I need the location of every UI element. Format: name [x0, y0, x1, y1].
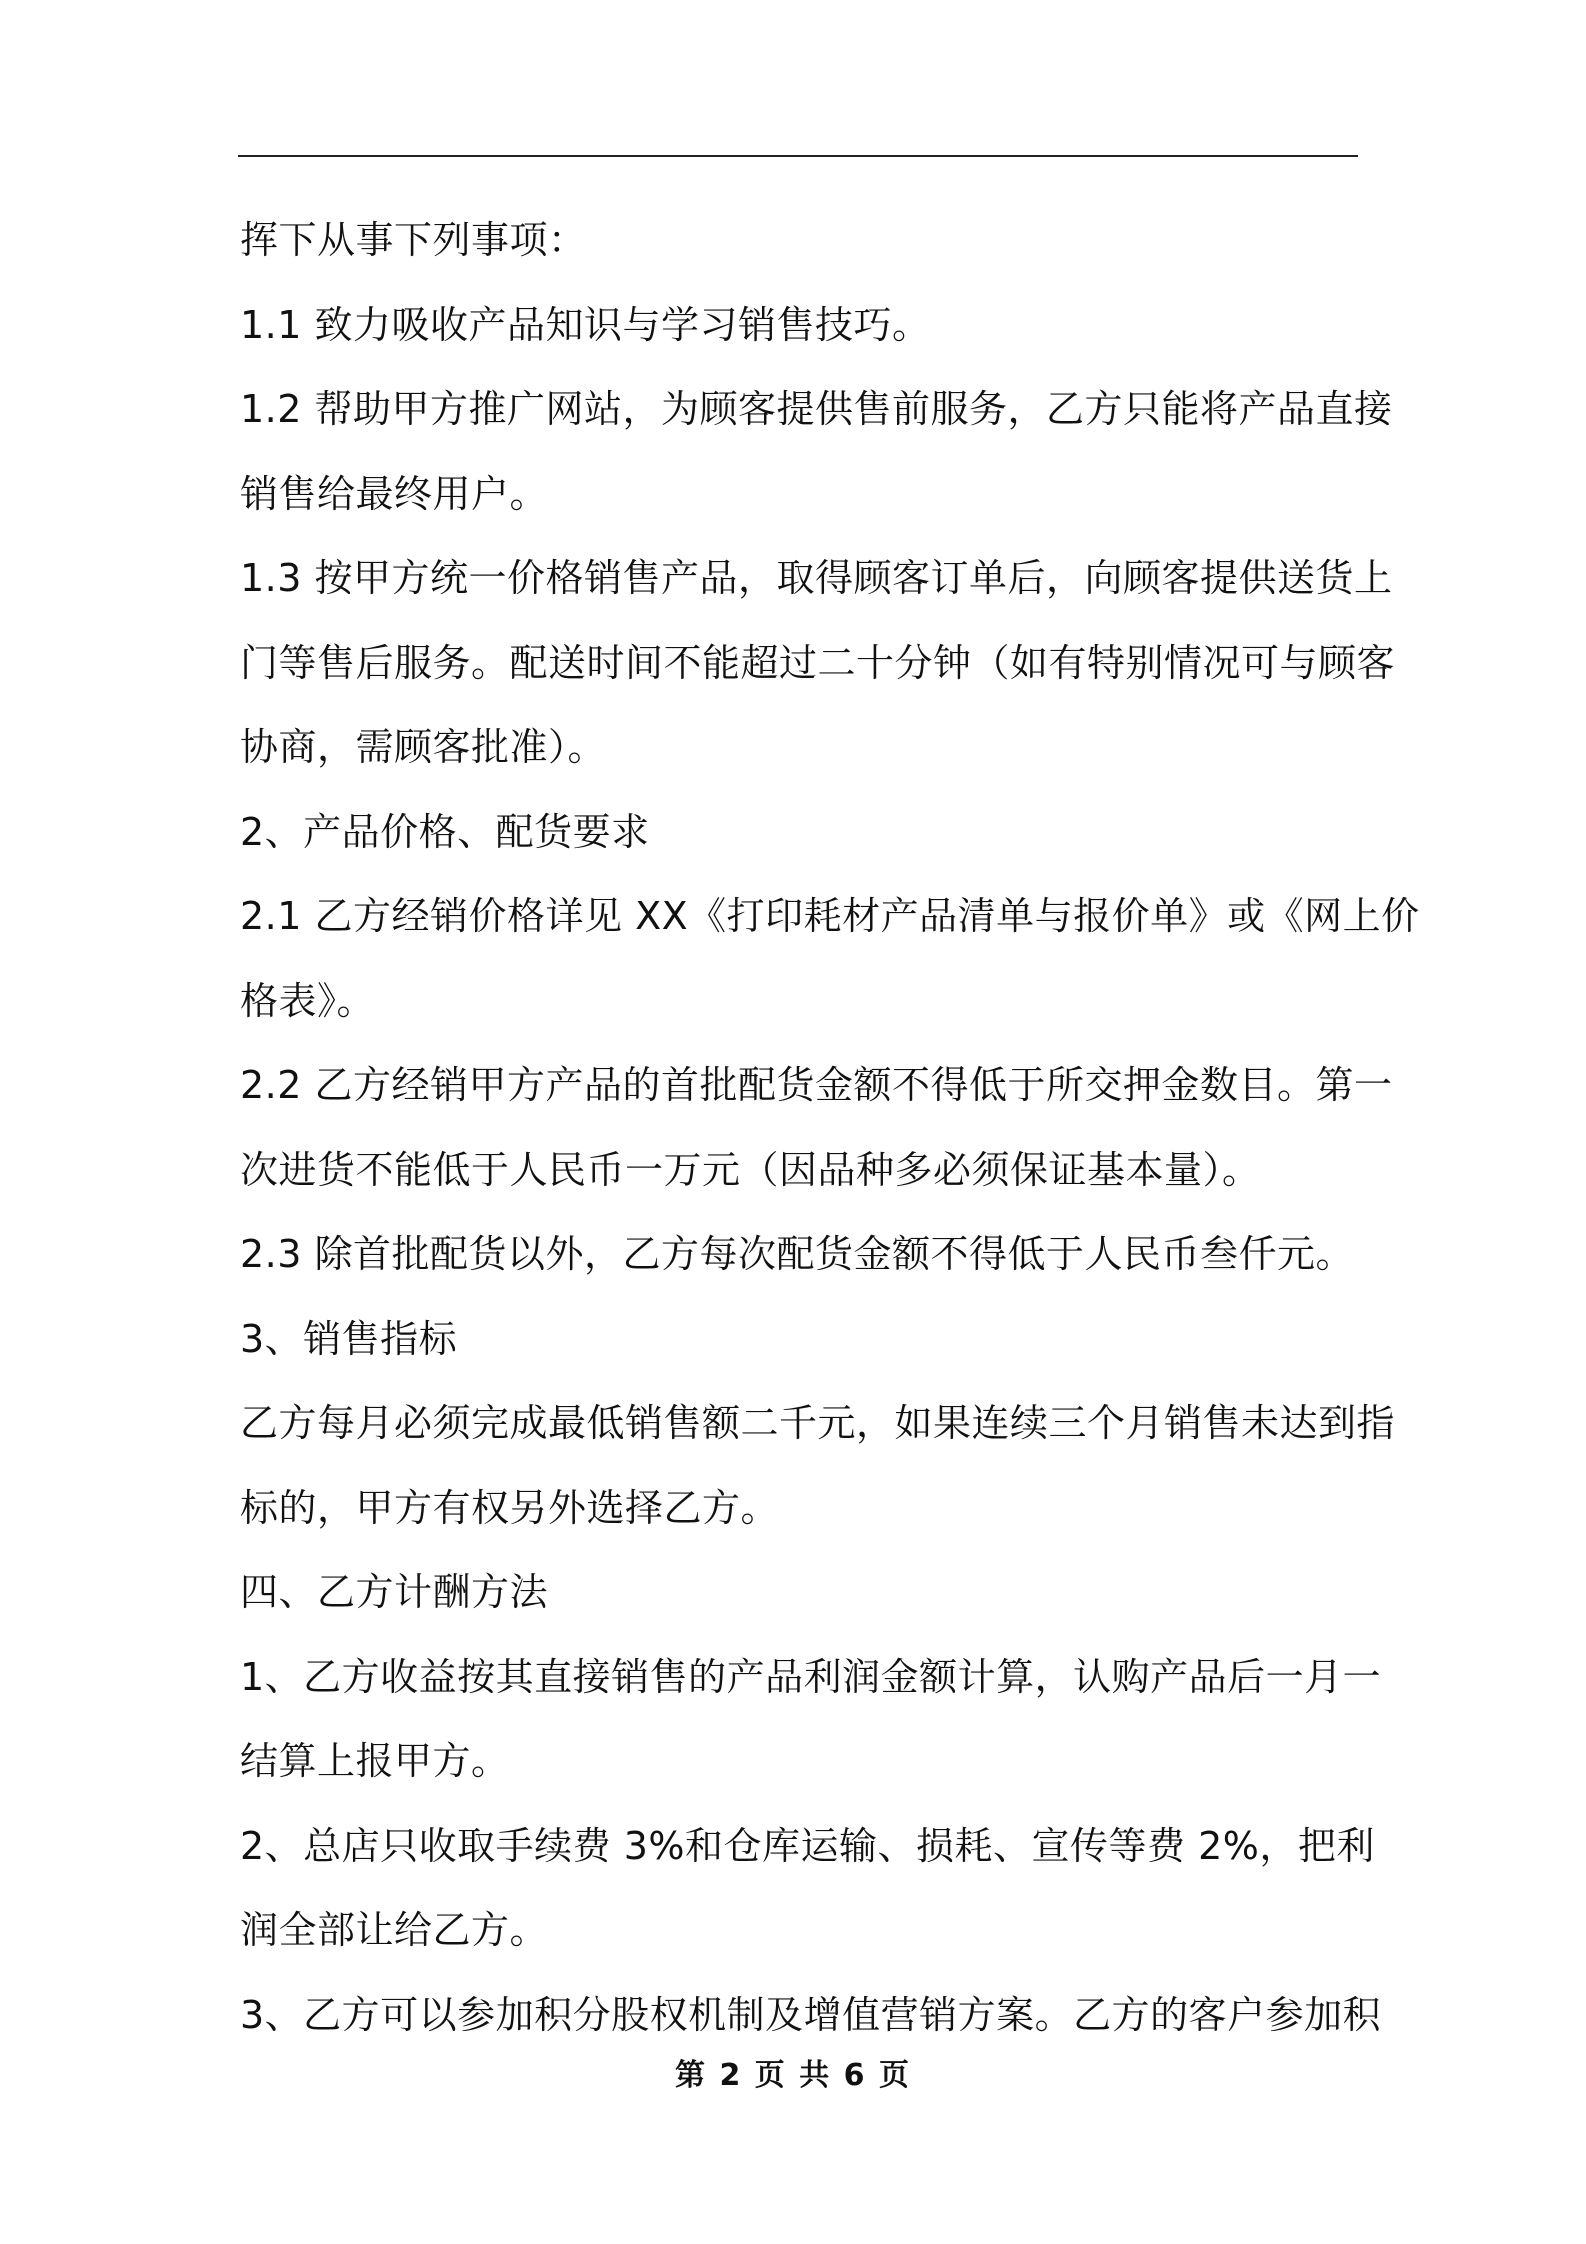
document-body [240, 198, 1420, 2057]
text-line: 门等售后服务。配送时间不能超过二十分钟（如有特别情况可与顾客 [240, 640, 1396, 685]
paragraph [240, 1212, 1360, 1297]
text-line: 协商，需顾客批准）。 [240, 725, 607, 769]
header-divider [238, 155, 1358, 157]
text-line: 2、总店只收取手续费 3%和仓库运输、损耗、宣传等费 2%，把利 [240, 1823, 1375, 1868]
paragraph [240, 1381, 1396, 1550]
text-line: 标的，甲方有权另外选择乙方。 [240, 1485, 780, 1530]
paragraph [240, 367, 1393, 536]
text-line: 3、销售指标 [240, 1316, 458, 1361]
text-line: 3、乙方可以参加积分股权机制及增值营销方案。乙方的客户参加积 [240, 1992, 1382, 2037]
text-line: 四、乙方计酬方法 [240, 1570, 549, 1614]
text-line: 1、乙方收益按其直接销售的产品利润金额计算，认购产品后一月一 [240, 1654, 1382, 1699]
paragraph [240, 283, 1360, 368]
text-line: 1.1 致力吸收产品知识与学习销售技巧。 [240, 302, 931, 347]
text-line: 次进货不能低于人民币一万元（因品种多必须保证基本量）。 [240, 1147, 1261, 1192]
paragraph [240, 1973, 1382, 2058]
paragraph [240, 536, 1396, 790]
text-line: 润全部让给乙方。 [240, 1908, 549, 1952]
text-line: 2.3 除首批配货以外，乙方每次配货金额不得低于人民币叁仟元。 [240, 1232, 1355, 1276]
section-heading [240, 1297, 1360, 1382]
text-line: 结算上报甲方。 [240, 1739, 510, 1783]
section-heading [240, 790, 1360, 875]
paragraph [240, 874, 1420, 1043]
paragraph [240, 1804, 1375, 1973]
text-line: 销售给最终用户。 [240, 471, 549, 516]
paragraph [240, 198, 1360, 283]
text-line: 格表》。 [240, 978, 376, 1023]
text-line: 1.2 帮助甲方推广网站，为顾客提供售前服务，乙方只能将产品直接 [240, 387, 1393, 431]
text-line: 2、产品价格、配货要求 [240, 809, 650, 854]
text-line: 挥下从事下列事项： [240, 218, 587, 262]
section-heading [240, 1550, 1360, 1635]
paragraph [240, 1635, 1382, 1804]
text-line: 1.3 按甲方统一价格销售产品，取得顾客订单后，向顾客提供送货上 [240, 556, 1393, 600]
page-number-footer: 第 2 页 共 6 页 [675, 2058, 911, 2093]
text-line: 2.2 乙方经销甲方产品的首批配货金额不得低于所交押金数目。第一 [240, 1063, 1393, 1107]
text-line: 2.1 乙方经销价格详见 XX《打印耗材产品清单与报价单》或《网上价 [240, 894, 1420, 938]
text-line: 乙方每月必须完成最低销售额二千元，如果连续三个月销售未达到指 [240, 1401, 1396, 1445]
paragraph [240, 1043, 1393, 1212]
